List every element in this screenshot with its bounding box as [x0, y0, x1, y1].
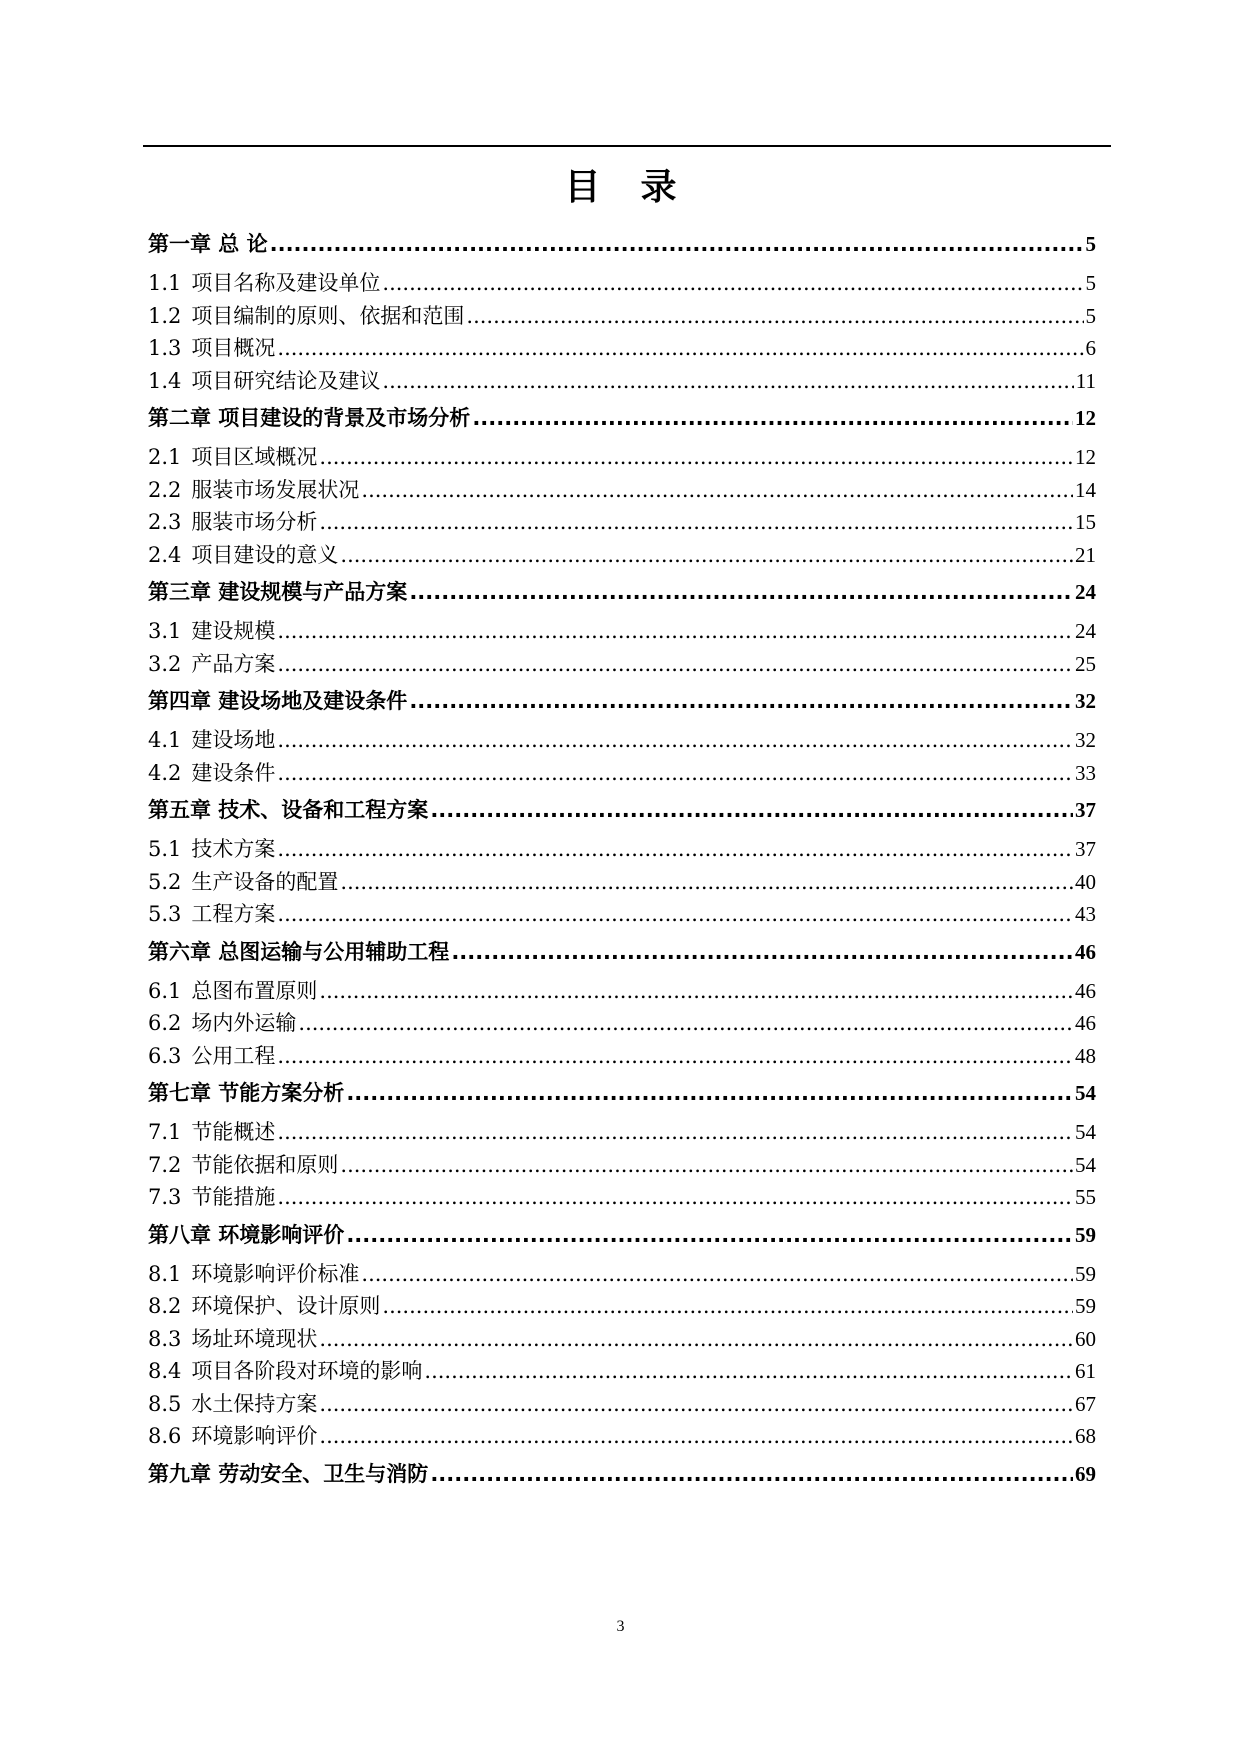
toc-section-title: 服装市场分析	[191, 510, 318, 534]
toc-section-entry[interactable]	[148, 833, 1096, 866]
toc-dot-leader	[340, 1149, 1073, 1182]
toc-section-title: 建设条件	[191, 760, 276, 785]
toc-chapter-block	[148, 1453, 1096, 1495]
toc-section-entry[interactable]	[148, 1149, 1096, 1182]
toc-section-number: 2.4	[148, 542, 182, 567]
toc-section-label	[148, 539, 338, 572]
toc-section-title: 项目研究结论及建议	[191, 368, 381, 393]
toc-section-entry[interactable]	[148, 1323, 1096, 1356]
toc-chapter-entry[interactable]	[148, 1453, 1096, 1495]
toc-section-page: 67	[1075, 1391, 1096, 1416]
toc-chapter-entry[interactable]	[148, 931, 1096, 973]
toc-section-entry[interactable]	[148, 615, 1096, 648]
toc-dot-leader	[270, 223, 1084, 265]
toc-dot-leader	[409, 571, 1073, 613]
toc-section-number: 3.2	[148, 651, 182, 676]
toc-section-title: 技术方案	[191, 837, 276, 861]
toc-chapter-page: 37	[1075, 798, 1096, 822]
toc-dot-leader	[382, 365, 1073, 398]
toc-section-label	[148, 866, 338, 899]
toc-dot-leader	[382, 267, 1083, 300]
toc-section-number: 7.3	[148, 1185, 182, 1209]
toc-section-page: 48	[1075, 1043, 1096, 1068]
toc-section-title: 公用工程	[191, 1043, 276, 1068]
toc-section-number: 5.3	[148, 902, 182, 926]
toc-section-label	[148, 1323, 317, 1356]
toc-section-page: 25	[1075, 651, 1096, 676]
toc-dot-leader	[430, 1453, 1073, 1495]
toc-section-label	[148, 365, 380, 398]
toc-section-page: 43	[1075, 902, 1096, 926]
toc-section-title: 项目各阶段对环境的影响	[191, 1359, 423, 1383]
toc-section-number: 3.1	[148, 619, 182, 643]
toc-chapter-title: 第三章 建设规模与产品方案	[148, 580, 408, 604]
toc-section-label	[148, 474, 359, 507]
toc-dot-leader	[466, 300, 1083, 333]
toc-section-page: 46	[1075, 978, 1096, 1003]
toc-section-entry[interactable]	[148, 1181, 1096, 1214]
toc-chapter-page: 69	[1075, 1461, 1096, 1486]
toc-section-page: 40	[1075, 869, 1096, 894]
toc-section-entry[interactable]	[148, 898, 1096, 931]
toc-section-label	[148, 648, 275, 681]
toc-section-number: 8.4	[148, 1359, 182, 1383]
toc-section-page: 5	[1085, 271, 1096, 295]
toc-section-label	[148, 975, 317, 1008]
toc-section-title: 工程方案	[191, 902, 276, 926]
toc-section-title: 建设场地	[191, 728, 276, 752]
toc-dot-leader	[430, 789, 1073, 831]
toc-dot-leader	[361, 1258, 1073, 1291]
toc-section-title: 节能依据和原则	[191, 1152, 339, 1177]
toc-section-label	[148, 1420, 317, 1453]
toc-section-page: 6	[1085, 336, 1096, 360]
toc-section-number: 1.1	[148, 271, 182, 295]
toc-section-entry[interactable]	[148, 506, 1096, 539]
toc-section-page: 54	[1075, 1152, 1096, 1177]
toc-dot-leader	[277, 1116, 1073, 1149]
toc-chapter-block	[148, 931, 1096, 1073]
toc-chapter-entry[interactable]	[148, 1072, 1096, 1114]
toc-chapter-title: 第五章 技术、设备和工程方案	[148, 798, 429, 822]
page-title	[0, 164, 1241, 212]
toc-chapter-entry[interactable]	[148, 1214, 1096, 1256]
toc-section-label	[148, 898, 275, 931]
toc-dot-leader	[319, 441, 1073, 474]
toc-section-page: 15	[1075, 510, 1096, 534]
toc-section-title: 节能措施	[191, 1185, 276, 1209]
toc-dot-leader	[277, 332, 1083, 365]
toc-chapter-page: 5	[1085, 232, 1096, 256]
toc-chapter-block	[148, 223, 1096, 397]
toc-section-label	[148, 833, 275, 866]
toc-section-number: 8.5	[148, 1391, 182, 1416]
toc-dot-leader	[319, 1420, 1073, 1453]
toc-section-number: 7.2	[148, 1152, 182, 1177]
toc-section-number: 8.1	[148, 1261, 182, 1286]
toc-section-page: 61	[1075, 1359, 1096, 1383]
toc-section-title: 项目概况	[191, 336, 276, 360]
toc-section-page: 59	[1075, 1294, 1096, 1318]
toc-section-title: 场址环境现状	[191, 1326, 318, 1351]
toc-section-label	[148, 332, 275, 365]
toc-dot-leader	[472, 397, 1073, 439]
toc-section-title: 项目区域概况	[191, 445, 318, 469]
toc-dot-leader	[424, 1355, 1073, 1388]
toc-section-entry[interactable]	[148, 648, 1096, 681]
toc-section-page: 68	[1075, 1424, 1096, 1448]
toc-chapter-title: 第六章 总图运输与公用辅助工程	[148, 939, 450, 964]
toc-section-number: 6.3	[148, 1043, 182, 1068]
toc-section-label	[148, 1040, 275, 1073]
toc-section-title: 环境影响评价	[191, 1424, 318, 1448]
toc-section-label	[148, 615, 275, 648]
toc-section-entry[interactable]	[148, 474, 1096, 507]
toc-dot-leader	[361, 474, 1073, 507]
toc-section-entry[interactable]	[148, 332, 1096, 365]
toc-dot-leader	[409, 680, 1073, 722]
toc-chapter-page: 54	[1075, 1081, 1096, 1105]
toc-section-entry[interactable]	[148, 365, 1096, 398]
toc-dot-leader	[277, 724, 1073, 757]
toc-section-number: 4.2	[148, 760, 182, 785]
toc-dot-leader	[277, 757, 1073, 790]
toc-section-page: 12	[1075, 445, 1096, 469]
toc-section-entry[interactable]	[148, 1007, 1096, 1040]
toc-chapter-title: 第一章 总 论	[148, 232, 268, 256]
toc-section-entry[interactable]	[148, 1040, 1096, 1073]
toc-section-label	[148, 1007, 296, 1040]
toc-section-label	[148, 506, 317, 539]
toc-section-title: 生产设备的配置	[191, 869, 339, 894]
toc-chapter-page: 24	[1075, 580, 1096, 604]
toc-chapter-entry[interactable]	[148, 223, 1096, 265]
header-rule	[143, 145, 1111, 147]
toc-section-title: 水土保持方案	[191, 1391, 318, 1416]
toc-section-entry[interactable]	[148, 1258, 1096, 1291]
toc-section-entry[interactable]	[148, 1388, 1096, 1421]
toc-section-page: 14	[1075, 477, 1096, 502]
toc-chapter-block	[148, 397, 1096, 571]
toc-section-title: 场内外运输	[191, 1011, 297, 1035]
toc-section-number: 2.3	[148, 510, 182, 534]
toc-section-number: 8.3	[148, 1326, 182, 1351]
toc-section-entry[interactable]	[148, 300, 1096, 333]
toc-section-page: 59	[1075, 1261, 1096, 1286]
toc-dot-leader	[346, 1072, 1073, 1114]
toc-chapter-title: 第八章 环境影响评价	[148, 1222, 345, 1247]
toc-chapter-page: 32	[1075, 689, 1096, 713]
title-char-1: 目	[564, 167, 601, 208]
toc-section-page: 24	[1075, 619, 1096, 643]
toc-section-number: 8.2	[148, 1294, 182, 1318]
toc-chapter-page: 46	[1075, 939, 1096, 964]
title-char-2: 录	[640, 167, 677, 208]
table-of-contents	[148, 223, 1096, 1497]
toc-section-label	[148, 724, 275, 757]
toc-section-label	[148, 1290, 380, 1323]
toc-section-page: 60	[1075, 1326, 1096, 1351]
toc-chapter-block	[148, 680, 1096, 789]
toc-section-page: 55	[1075, 1185, 1096, 1209]
toc-dot-leader	[382, 1290, 1073, 1323]
toc-chapter-block	[148, 571, 1096, 680]
page-number: 3	[616, 1618, 625, 1635]
toc-section-title: 总图布置原则	[191, 978, 318, 1003]
toc-chapter-title: 第七章 节能方案分析	[148, 1081, 345, 1105]
toc-section-label	[148, 1181, 275, 1214]
toc-section-number: 4.1	[148, 728, 182, 752]
toc-chapter-page: 59	[1075, 1222, 1096, 1247]
toc-chapter-title: 第九章 劳动安全、卫生与消防	[148, 1461, 429, 1486]
toc-section-page: 37	[1075, 837, 1096, 861]
toc-dot-leader	[319, 506, 1073, 539]
toc-section-entry[interactable]	[148, 1355, 1096, 1388]
toc-section-number: 1.4	[148, 368, 182, 393]
toc-dot-leader	[319, 975, 1073, 1008]
toc-section-page: 5	[1085, 303, 1096, 328]
toc-section-title: 服装市场发展状况	[191, 477, 360, 502]
toc-section-label	[148, 1149, 338, 1182]
toc-dot-leader	[277, 898, 1073, 931]
toc-section-page: 54	[1075, 1120, 1096, 1144]
toc-section-page: 33	[1075, 760, 1096, 785]
toc-section-number: 8.6	[148, 1424, 182, 1448]
toc-dot-leader	[340, 866, 1073, 899]
toc-section-number: 7.1	[148, 1120, 182, 1144]
toc-section-title: 环境保护、设计原则	[191, 1294, 381, 1318]
toc-chapter-entry[interactable]	[148, 789, 1096, 831]
toc-section-label	[148, 1116, 275, 1149]
toc-dot-leader	[319, 1323, 1073, 1356]
toc-section-title: 节能概述	[191, 1120, 276, 1144]
toc-section-page: 32	[1075, 728, 1096, 752]
toc-chapter-entry[interactable]	[148, 397, 1096, 439]
toc-section-entry[interactable]	[148, 1420, 1096, 1453]
toc-chapter-title: 第四章 建设场地及建设条件	[148, 689, 408, 713]
toc-section-page: 11	[1075, 368, 1096, 393]
toc-section-title: 环境影响评价标准	[191, 1261, 360, 1286]
toc-section-title: 产品方案	[191, 651, 276, 676]
toc-chapter-entry[interactable]	[148, 571, 1096, 613]
toc-section-title: 项目编制的原则、依据和范围	[191, 303, 465, 328]
toc-section-label	[148, 1258, 359, 1291]
toc-section-number: 5.2	[148, 869, 182, 894]
toc-section-title: 建设规模	[191, 619, 276, 643]
toc-chapter-page: 12	[1075, 406, 1096, 430]
toc-section-label	[148, 1355, 422, 1388]
toc-section-entry[interactable]	[148, 267, 1096, 300]
toc-section-page: 46	[1075, 1011, 1096, 1035]
toc-section-entry[interactable]	[148, 724, 1096, 757]
toc-section-label	[148, 441, 317, 474]
toc-dot-leader	[346, 1214, 1073, 1256]
toc-dot-leader	[277, 833, 1073, 866]
toc-section-entry[interactable]	[148, 757, 1096, 790]
toc-dot-leader	[277, 615, 1073, 648]
toc-dot-leader	[340, 539, 1073, 572]
toc-section-number: 2.1	[148, 445, 182, 469]
toc-section-number: 6.2	[148, 1011, 182, 1035]
toc-section-entry[interactable]	[148, 975, 1096, 1008]
toc-dot-leader	[451, 931, 1073, 973]
toc-chapter-block	[148, 1214, 1096, 1453]
toc-chapter-entry[interactable]	[148, 680, 1096, 722]
toc-section-number: 2.2	[148, 477, 182, 502]
toc-section-page: 21	[1075, 542, 1096, 567]
toc-section-number: 6.1	[148, 978, 182, 1003]
toc-section-title: 项目名称及建设单位	[191, 271, 381, 295]
toc-section-number: 5.1	[148, 837, 182, 861]
toc-chapter-block	[148, 1072, 1096, 1214]
toc-section-entry[interactable]	[148, 441, 1096, 474]
toc-dot-leader	[277, 1040, 1073, 1073]
toc-dot-leader	[277, 648, 1073, 681]
toc-section-label	[148, 1388, 317, 1421]
toc-dot-leader	[277, 1181, 1073, 1214]
toc-section-entry[interactable]	[148, 1290, 1096, 1323]
toc-section-number: 1.2	[148, 303, 182, 328]
toc-section-entry[interactable]	[148, 539, 1096, 572]
toc-section-entry[interactable]	[148, 1116, 1096, 1149]
toc-chapter-block	[148, 789, 1096, 931]
toc-section-entry[interactable]	[148, 866, 1096, 899]
toc-section-number: 1.3	[148, 336, 182, 360]
toc-dot-leader	[298, 1007, 1073, 1040]
toc-section-label	[148, 267, 380, 300]
toc-section-label	[148, 300, 464, 333]
toc-dot-leader	[319, 1388, 1073, 1421]
toc-section-label	[148, 757, 275, 790]
toc-chapter-title: 第二章 项目建设的背景及市场分析	[148, 406, 471, 430]
toc-section-title: 项目建设的意义	[191, 542, 339, 567]
